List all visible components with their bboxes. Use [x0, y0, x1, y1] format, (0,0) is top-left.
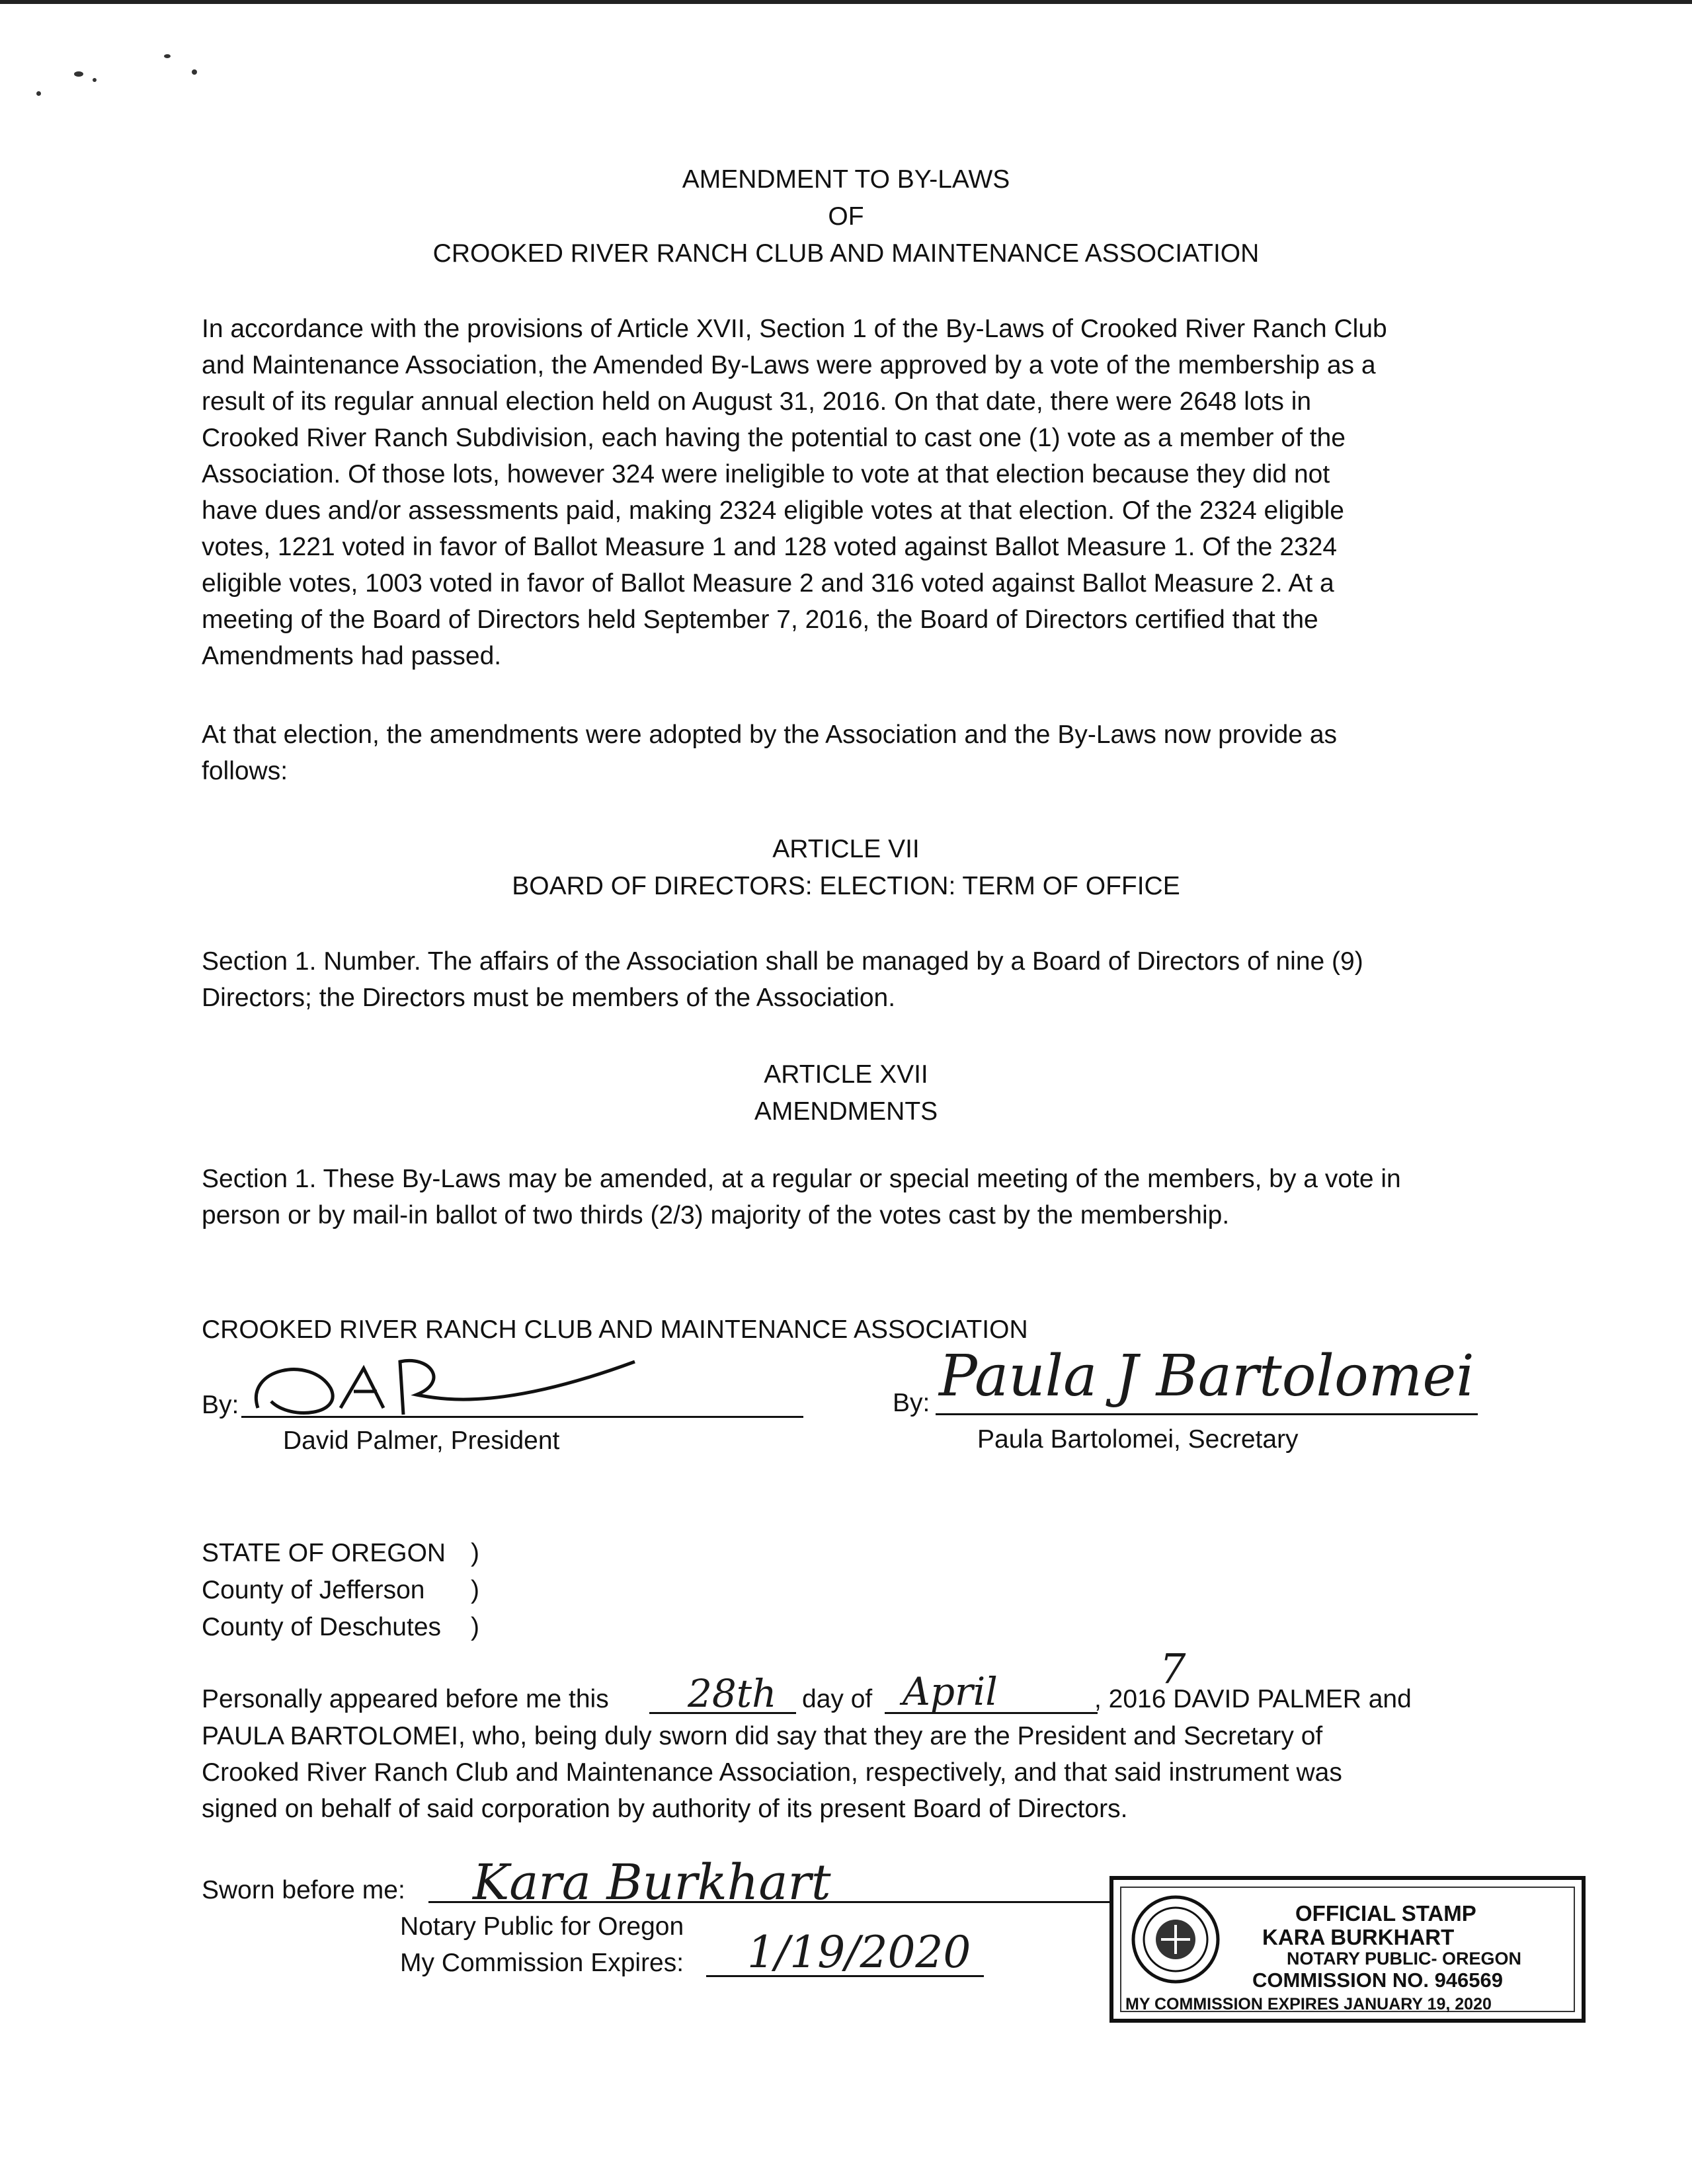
by-label-right: By: [893, 1389, 930, 1417]
intro-line: eligible votes, 1003 voted in favor of Ballot Measure 2 and 316 voted against Ballot Measure 2. At a [202, 569, 1334, 598]
article-17-line: Section 1. These By-Laws may be amended, at a regular or special meeting of the members, by a vote in [202, 1165, 1401, 1193]
notary-signature: Kara Burkhart [473, 1854, 831, 1911]
venue-paren: ) [471, 1539, 479, 1567]
scan-speck [36, 91, 41, 96]
handwritten-day: 28th [688, 1671, 777, 1716]
handwritten-expiration: 1/19/2020 [747, 1927, 971, 1978]
stamp-line1: OFFICIAL STAMP [1295, 1901, 1476, 1926]
intro-line: have dues and/or assessments paid, making 2324 eligible votes at that election. Of the 2324 eligible [202, 496, 1344, 525]
document-title-line1: AMENDMENT TO BY-LAWS [682, 165, 1010, 194]
notary-public-label: Notary Public for Oregon [400, 1912, 684, 1941]
president-name-title: David Palmer, President [283, 1426, 560, 1455]
sworn-label: Sworn before me: [202, 1876, 405, 1904]
commission-expires-label: My Commission Expires: [400, 1949, 684, 1977]
article-7-heading: ARTICLE VII [772, 835, 920, 863]
secretary-signature-line [936, 1413, 1478, 1415]
article-17-heading: ARTICLE XVII [764, 1060, 928, 1089]
document-title-line3: CROOKED RIVER RANCH CLUB AND MAINTENANCE ASSOCIATION [432, 239, 1260, 268]
article-7-line: Section 1. Number. The affairs of the Association shall be managed by a Board of Directors of nine (9) [202, 947, 1363, 976]
intro-line: result of its regular annual election held on August 31, 2016. On that date, there were 2648 lots in [202, 387, 1312, 416]
president-signature [231, 1342, 655, 1428]
appeared-prefix: Personally appeared before me this [202, 1685, 609, 1713]
adoption-line: At that election, the amendments were adopted by the Association and the By-Laws now provide as [202, 721, 1338, 749]
secretary-signature: Paula J Bartolomei [939, 1343, 1474, 1409]
secretary-name-title: Paula Bartolomei, Secretary [977, 1425, 1299, 1454]
venue-county-jefferson: County of Jefferson [202, 1576, 425, 1604]
adoption-paragraph [202, 717, 1458, 789]
intro-line: Amendments had passed. [202, 642, 502, 670]
scan-speck [192, 69, 197, 75]
notary-stamp [1109, 1876, 1586, 2023]
oregon-seal-icon [1129, 1893, 1222, 1986]
document-title-line2: OF [828, 202, 864, 231]
scan-top-edge [0, 0, 1692, 4]
year-and-names: , 2016 DAVID PALMER and [1094, 1685, 1412, 1713]
intro-line: and Maintenance Association, the Amended By-Laws were approved by a vote of the membership as a [202, 351, 1376, 379]
intro-paragraph [202, 311, 1458, 674]
acknowledgment-paragraph [202, 1718, 1458, 1827]
scan-speck [93, 78, 97, 82]
article-17-section [202, 1161, 1458, 1233]
article-7-subheading: BOARD OF DIRECTORS: ELECTION: TERM OF OFFICE [512, 872, 1180, 900]
adoption-line: follows: [202, 757, 288, 785]
scan-speck [74, 71, 83, 77]
stamp-line4: COMMISSION NO. 946569 [1252, 1969, 1504, 1992]
signature-org-name: CROOKED RIVER RANCH CLUB AND MAINTENANCE ASSOCIATION [202, 1315, 1028, 1344]
handwritten-month: April [903, 1669, 998, 1714]
article-7-section [202, 943, 1458, 1016]
acknowledgment-line: PAULA BARTOLOMEI, who, being duly sworn did say that they are the President and Secretary of [202, 1722, 1323, 1750]
article-17-subheading: AMENDMENTS [754, 1097, 938, 1126]
venue-state: STATE OF OREGON [202, 1539, 446, 1567]
stamp-line5: MY COMMISSION EXPIRES JANUARY 19, 2020 [1125, 1995, 1492, 2013]
article-7-line: Directors; the Directors must be members of the Association. [202, 984, 896, 1012]
intro-line: In accordance with the provisions of Article XVII, Section 1 of the By-Laws of Crooked River Ranch Club [202, 315, 1387, 343]
day-label: day of [802, 1685, 873, 1713]
acknowledgment-line: Crooked River Ranch Club and Maintenance Association, respectively, and that said instrument was [202, 1758, 1342, 1787]
article-17-line: person or by mail-in ballot of two thirds (2/3) majority of the votes cast by the membership. [202, 1201, 1230, 1229]
handwritten-year-correction: 7 [1160, 1645, 1186, 1693]
by-label-left: By: [202, 1391, 239, 1419]
stamp-line3: NOTARY PUBLIC- OREGON [1287, 1949, 1522, 1969]
scan-speck [164, 54, 171, 58]
intro-line: Association. Of those lots, however 324 were ineligible to vote at that election because they did not [202, 460, 1330, 488]
intro-line: meeting of the Board of Directors held September 7, 2016, the Board of Directors certified that the [202, 605, 1318, 634]
acknowledgment-line: signed on behalf of said corporation by authority of its present Board of Directors. [202, 1795, 1128, 1823]
venue-paren: ) [471, 1613, 479, 1641]
intro-line: Crooked River Ranch Subdivision, each having the potential to cast one (1) vote as a member of the [202, 424, 1346, 452]
venue-paren: ) [471, 1576, 479, 1604]
intro-line: votes, 1221 voted in favor of Ballot Measure 1 and 128 voted against Ballot Measure 1. Of the 2324 [202, 533, 1338, 561]
venue-county-deschutes: County of Deschutes [202, 1613, 442, 1641]
stamp-line2: KARA BURKHART [1262, 1925, 1455, 1949]
